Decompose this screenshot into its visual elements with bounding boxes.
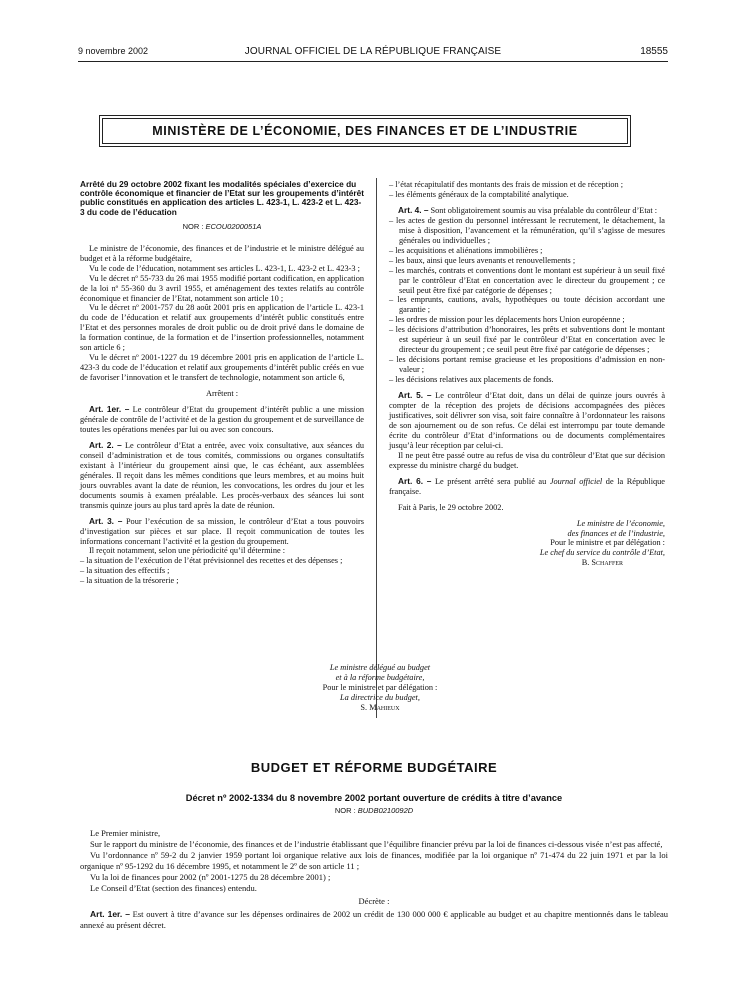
- header-rule: [78, 61, 668, 62]
- article-5-paragraph-2: Il ne peut être passé outre au refus de visa du contrôleur d’Etat que sur décision expresse du ministre chargé du budget.: [389, 450, 665, 470]
- decret-article-1-label: Art. 1er. –: [90, 909, 130, 920]
- page-header: [78, 46, 668, 60]
- arrete-nor: [80, 222, 364, 232]
- decret-article-1: [80, 909, 668, 931]
- nor-label: NOR :: [182, 221, 206, 231]
- fait-a-paris: Fait à Paris, le 29 octobre 2002.: [398, 502, 504, 512]
- sig1-name: [389, 558, 665, 568]
- sig1-line-4-text: Le chef du service du contrôle d’Etat,: [539, 548, 665, 558]
- decret-nor-label: NOR :: [334, 806, 358, 815]
- article-6-label: Art. 6. –: [398, 475, 432, 486]
- article-1: [80, 405, 364, 435]
- sig1-name-surname: Schaffer: [591, 558, 623, 568]
- article-3-paragraph-2: Il reçoit notamment, selon une périodicité qu’il détermine :: [89, 546, 286, 556]
- article-6-text-a: Le présent arrêté sera publié au: [431, 476, 550, 486]
- article-6-journal: Journal officiel: [549, 476, 603, 486]
- list-item: – l’état récapitulatif des montants des frais de mission et de réception ;: [389, 180, 624, 189]
- nor-code: ECOU0200051A: [205, 221, 262, 231]
- list-item: – les décisions d’attribution d’honoraires, les prêts et subventions dont le montant est supérieur à un seuil fixé par le contrôleur d’Etat en concertation avec le directeur du groupement ; ce seuil peut être fixé par catégorie de dépenses ;: [389, 325, 665, 355]
- decret-p5: Le Conseil d’Etat (section des finances) entendu.: [90, 882, 257, 893]
- header-journal-title: JOURNAL OFFICIEL DE LA RÉPUBLIQUE FRANÇAISE: [244, 46, 502, 57]
- article-4-text: Sont obligatoirement soumis au visa préalable du contrôleur d’Etat :: [428, 205, 658, 215]
- article-5-text: Le contrôleur d’Etat doit, dans un délai de quinze jours ouvrés à compter de la réception des projets de décisions accompagnées des pièces justificatives, soit délivrer son visa, soit faire connaître à l’ordonnateur les raisons de son ajournement ou de son refus. Ce délai est interrompu par toute demande écrite du contrôleur d’Etat d’informations ou de documents complémentaires jusqu’à leur réception par celui-ci.: [389, 391, 666, 450]
- sig1-line-4: [389, 548, 665, 558]
- article-6-text-b: de la République française.: [389, 476, 665, 496]
- article-1-label: Art. 1er. –: [89, 404, 130, 415]
- signature-block-1: [389, 519, 665, 569]
- visa-1: Vu le code de l’éducation, notamment ses articles L. 423-1, L. 423-2 et L. 423-3 ;: [89, 263, 360, 273]
- list-item: – les emprunts, cautions, avals, hypothèques ou toute décision accordant une garantie ;: [389, 295, 665, 315]
- list-item: – la situation de l’exécution de l’état prévisionnel des recettes et des dépenses ;: [80, 556, 343, 566]
- left-column: [80, 180, 364, 586]
- sig1-line-2: [389, 529, 665, 539]
- ministry-heading: MINISTÈRE DE L’ÉCONOMIE, DES FINANCES ET DE L’INDUSTRIE: [102, 118, 628, 144]
- article-4-list: [389, 216, 665, 385]
- signature-block-2: [280, 663, 480, 713]
- article-6: [389, 477, 665, 497]
- decret-p2: Sur le rapport du ministre de l’économie, des finances et de l’industrie établissant que l’équilibre financier prévu par la loi de finances ci-dessous visée n’est pas affecté,: [90, 838, 663, 849]
- decret-title: Décret nº 2002-1334 du 8 novembre 2002 portant ouverture de crédits à titre d’avance: [185, 793, 563, 803]
- list-item: – la situation des effectifs ;: [80, 566, 170, 576]
- sig2-name: [280, 703, 480, 713]
- article-3-list: [80, 556, 364, 586]
- list-item: – la situation de la trésorerie ;: [80, 576, 179, 586]
- list-item: – les décisions portant remise gracieuse et les propositions d’admission en non-valeur ;: [389, 355, 665, 375]
- article-1-text: Le contrôleur d’Etat du groupement d’intérêt public a une mission générale de contrôle de l’activité et de la gestion du groupement et de surveillance de toutes les opérations menées par lui ou avec son concours.: [80, 405, 365, 434]
- sig2-line-2-text: et à la réforme budgétaire,: [335, 672, 425, 682]
- list-item: – les décisions relatives aux placements de fonds.: [389, 375, 554, 385]
- sig1-line-2-text: des finances et de l’industrie,: [567, 528, 665, 538]
- sig2-line-2: [280, 673, 480, 683]
- article-4: [389, 206, 665, 216]
- decret-p1: Le Premier ministre,: [90, 828, 161, 838]
- article-2: [80, 441, 364, 511]
- decret-nor: [80, 806, 668, 815]
- visa-4: Vu le décret nº 2001-1227 du 19 décembre 2001 pris en application de l’article L. 423-3 du code de l’éducation et relatif aux groupements d’intérêt public créés en vue de favoriser l’innovation et le transfert de technologie, notamment son article 6,: [80, 353, 364, 383]
- decret-body: [80, 828, 668, 931]
- list-item: – les marchés, contrats et conventions dont le montant est supérieur à un seuil fixé par le contrôleur d’Etat en concertation avec le directeur du groupement ; ce seuil peut être fixé par catégorie de dépenses ;: [389, 265, 665, 295]
- article-5-label: Art. 5. –: [398, 390, 432, 401]
- sig2-line-1: [280, 663, 480, 673]
- decret-nor-code: BUDB0210092D: [357, 806, 414, 815]
- visa-2: Vu le décret nº 55-733 du 26 mai 1955 modifié portant codification, en application de la loi nº 55-360 du 3 avril 1955, et aménagement des textes relatifs au contrôle économique et financier de l’Etat, notamment son article 10 ;: [80, 273, 364, 303]
- sig2-line-4: [280, 693, 480, 703]
- article-3-label: Art. 3. –: [89, 515, 123, 526]
- article-2-text: Le contrôleur d’Etat a entrée, avec voix consultative, aux séances du conseil d’administration et de tous comités, commissions ou organes consultatifs existant à l’intérieur du groupement ainsi que, le cas échéant, aux assemblées générales. Il reçoit dans les mêmes conditions que leurs membres, et au moins huit jours ouvrables avant la date de réunion, les convocations, les ordres du jour et les documents soumis à examen préalable. Les procès-verbaux des séances lui sont transmis quinze jours au plus tard après la date de réunion.: [80, 440, 365, 510]
- sig2-name-initial: S.: [360, 702, 370, 712]
- arrete-intro: Le ministre de l’économie, des finances et de l’industrie et le ministre délégué au budget et à la réforme budgétaire,: [80, 243, 364, 263]
- list-item: – les actes de gestion du personnel intéressant le recrutement, le détachement, la mise à disposition, l’avancement et la rémunération, qu’il s’agisse de mesures générales ou individuelles ;: [389, 215, 665, 245]
- decret-p3: Vu l’ordonnance nº 59-2 du 2 janvier 1959 portant loi organique relative aux lois de finances, modifiée par la loi organique nº 71-474 du 22 juin 1971 et par la loi organique nº 95-1292 du 16 décembre 1995, et notamment le 2º de son article 11 ;: [80, 849, 668, 871]
- article-2-label: Art. 2. –: [89, 439, 122, 450]
- visa-3: Vu le décret nº 2001-757 du 28 août 2001 pris en application de l’article L. 423-1 du code de l’éducation et relatif aux groupements d’intérêt public constitués entre l’Etat et des personnes morales de droit public ou de droit privé dans le domaine de la formation continue, de la formation et de l’insertion professionnelles, notamment son article 6 ;: [80, 303, 364, 353]
- sig2-line-1-text: Le ministre délégué au budget: [329, 663, 431, 672]
- budget-section-title: BUDGET ET RÉFORME BUDGÉTAIRE: [250, 760, 498, 775]
- list-item: – les acquisitions et aliénations immobilières ;: [389, 245, 543, 255]
- sig2-line-3: Pour le ministre et par délégation :: [322, 682, 438, 692]
- article-3-text: Pour l’exécution de sa mission, le contrôleur d’Etat a tous pouvoirs d’investigation sur pièces et sur place. Il reçoit communication de toutes les informations concernant l’activité et la gestion du groupement.: [80, 516, 364, 546]
- sig2-line-4-text: La directrice du budget,: [340, 692, 420, 702]
- arrete-title: Arrêté du 29 octobre 2002 fixant les modalités spéciales d’exercice du contrôle économique et financier de l’Etat sur les groupements d’intérêt public constitués en application des articles L. 423-1, L. 423-2 et L. 423-3 du code de l’éducation: [80, 179, 364, 217]
- list-item: – les ordres de mission pour les déplacements hors Union européenne ;: [389, 315, 625, 325]
- header-page-number: 18555: [640, 46, 668, 57]
- arretent: Arrêtent :: [205, 389, 239, 399]
- sig1-line-3: Pour le ministre et par délégation :: [550, 538, 665, 548]
- list-item: – les baux, ainsi que leurs avenants et renouvellements ;: [389, 255, 576, 265]
- article-3-list-continued: [389, 180, 665, 200]
- header-date: 9 novembre 2002: [78, 46, 149, 56]
- article-4-label: Art. 4. –: [398, 204, 429, 215]
- decret-p4: Vu la loi de finances pour 2002 (nº 2001-1275 du 28 décembre 2001) ;: [90, 871, 331, 882]
- article-3: [80, 517, 364, 547]
- sig1-name-initial: B.: [581, 558, 592, 568]
- decret-article-1-text: Est ouvert à titre d’avance sur les dépenses ordinaires de 2002 un crédit de 130 000 000 € applicable au budget et au chapitre mentionnés dans le tableau annexé au présent décret.: [80, 909, 668, 931]
- right-column: [389, 180, 665, 568]
- article-5: [389, 391, 665, 451]
- sig2-name-surname: Mahieux: [369, 702, 400, 712]
- sig1-line-1-text: Le ministre de l’économie,: [576, 518, 665, 528]
- decrete: Décrète :: [358, 896, 390, 907]
- column-separator: [376, 178, 377, 718]
- sig1-line-1: [389, 519, 665, 529]
- list-item: – les éléments généraux de la comptabilité analytique.: [389, 189, 569, 199]
